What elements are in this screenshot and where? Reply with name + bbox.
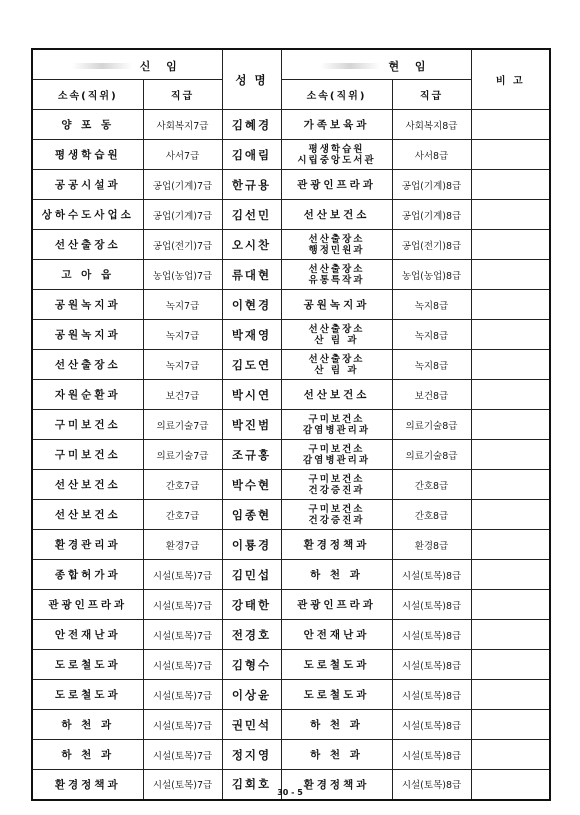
- name-cell: 박재영: [222, 320, 281, 350]
- name-cell: 이룡경: [222, 530, 281, 560]
- current-dept-line2: 감염병관리과: [302, 424, 371, 436]
- name-cell: 김회호: [222, 770, 281, 800]
- new-grade-cell: 의료기술7급: [143, 440, 222, 470]
- new-grade-cell: 농업(농업)7급: [143, 260, 222, 290]
- table-row: [32, 500, 550, 530]
- current-grade-cell: 농업(농업)8급: [392, 260, 471, 290]
- new-dept-cell: 상하수도사업소: [32, 200, 143, 230]
- new-dept-cell: 선산보건소: [32, 470, 143, 500]
- current-dept-cell: 환경정책과: [281, 530, 392, 560]
- name-cell: 김민섭: [222, 560, 281, 590]
- new-dept-cell: 도로철도과: [32, 680, 143, 710]
- current-grade-cell: 시설(토목)8급: [392, 650, 471, 680]
- name-cell: 오시찬: [222, 230, 281, 260]
- table-row: [32, 440, 550, 470]
- remarks-cell: [471, 230, 550, 260]
- new-dept-cell: 환경관리과: [32, 530, 143, 560]
- current-grade-cell: 시설(토목)8급: [392, 740, 471, 770]
- new-dept-cell: 선산출장소: [32, 350, 143, 380]
- current-dept-cell: 도로철도과: [281, 680, 392, 710]
- remarks-cell: [471, 110, 550, 140]
- table-row: [32, 140, 550, 170]
- header-current-post: [281, 49, 471, 80]
- table-row: [32, 620, 550, 650]
- current-dept-cell: 도로철도과: [281, 650, 392, 680]
- current-grade-cell: 시설(토목)8급: [392, 770, 471, 800]
- new-dept-cell: 안전재난과: [32, 620, 143, 650]
- new-dept-cell: 양 포 동: [32, 110, 143, 140]
- faded-mark: [72, 63, 132, 69]
- name-cell: 정지영: [222, 740, 281, 770]
- new-grade-cell: 시설(토목)7급: [143, 620, 222, 650]
- remarks-cell: [471, 740, 550, 770]
- remarks-cell: [471, 170, 550, 200]
- new-dept-cell: 고 아 읍: [32, 260, 143, 290]
- personnel-table: [31, 48, 551, 801]
- header-new-post-label: 신 임: [139, 60, 183, 73]
- header-remarks: 비 고: [471, 49, 550, 110]
- remarks-cell: [471, 350, 550, 380]
- remarks-cell: [471, 530, 550, 560]
- new-dept-cell: 관광인프라과: [32, 590, 143, 620]
- current-grade-cell: 간호8급: [392, 500, 471, 530]
- header-current-post-label: 현 임: [388, 60, 432, 73]
- name-cell: 전경호: [222, 620, 281, 650]
- remarks-cell: [471, 500, 550, 530]
- header-current-dept: 소속(직위): [281, 80, 392, 110]
- current-grade-cell: 시설(토목)8급: [392, 560, 471, 590]
- name-cell: 이상윤: [222, 680, 281, 710]
- new-grade-cell: 시설(토목)7급: [143, 650, 222, 680]
- table-row: [32, 650, 550, 680]
- new-grade-cell: 시설(토목)7급: [143, 740, 222, 770]
- current-dept-cell: 안전재난과: [281, 620, 392, 650]
- name-cell: 임종현: [222, 500, 281, 530]
- new-grade-cell: 시설(토목)7급: [143, 560, 222, 590]
- remarks-cell: [471, 710, 550, 740]
- table-row: [32, 320, 550, 350]
- faded-mark: [320, 63, 380, 69]
- header-new-dept: 소속(직위): [32, 80, 143, 110]
- current-grade-cell: 의료기술8급: [392, 410, 471, 440]
- current-dept-cell: [281, 260, 392, 290]
- current-dept-cell: [281, 350, 392, 380]
- table-row: [32, 560, 550, 590]
- current-dept-line2: 감염병관리과: [302, 454, 371, 466]
- new-grade-cell: 간호7급: [143, 500, 222, 530]
- current-dept-cell: [281, 320, 392, 350]
- new-dept-cell: 도로철도과: [32, 650, 143, 680]
- current-dept-cell: 하 천 과: [281, 710, 392, 740]
- current-dept-line2: 건강증진과: [308, 484, 365, 496]
- current-grade-cell: 공업(기계)8급: [392, 200, 471, 230]
- name-cell: 류대현: [222, 260, 281, 290]
- new-grade-cell: 녹지7급: [143, 290, 222, 320]
- remarks-cell: [471, 560, 550, 590]
- name-cell: 김도연: [222, 350, 281, 380]
- table-row: [32, 380, 550, 410]
- current-dept-cell: 하 천 과: [281, 560, 392, 590]
- remarks-cell: [471, 650, 550, 680]
- page-number: 30 - 5: [277, 788, 303, 797]
- current-dept-line1: 선산출장소: [308, 233, 365, 245]
- new-dept-cell: 환경정책과: [32, 770, 143, 800]
- new-grade-cell: 시설(토목)7급: [143, 710, 222, 740]
- current-grade-cell: 의료기술8급: [392, 440, 471, 470]
- header-new-post: [32, 49, 222, 80]
- new-dept-cell: 공원녹지과: [32, 320, 143, 350]
- new-dept-cell: 공원녹지과: [32, 290, 143, 320]
- new-dept-cell: 자원순환과: [32, 380, 143, 410]
- new-grade-cell: 공업(기계)7급: [143, 170, 222, 200]
- current-grade-cell: 녹지8급: [392, 320, 471, 350]
- remarks-cell: [471, 620, 550, 650]
- current-dept-line1: 선산출장소: [308, 323, 365, 335]
- name-cell: 권민석: [222, 710, 281, 740]
- new-dept-cell: 선산출장소: [32, 230, 143, 260]
- table-row: [32, 710, 550, 740]
- new-grade-cell: 녹지7급: [143, 350, 222, 380]
- remarks-cell: [471, 470, 550, 500]
- remarks-cell: [471, 680, 550, 710]
- current-grade-cell: 녹지8급: [392, 290, 471, 320]
- name-cell: 김선민: [222, 200, 281, 230]
- table-row: [32, 740, 550, 770]
- current-dept-cell: [281, 500, 392, 530]
- new-dept-cell: 평생학습원: [32, 140, 143, 170]
- name-cell: 김애림: [222, 140, 281, 170]
- name-cell: 조규홍: [222, 440, 281, 470]
- new-grade-cell: 시설(토목)7급: [143, 770, 222, 800]
- current-grade-cell: 시설(토목)8급: [392, 620, 471, 650]
- current-dept-cell: [281, 230, 392, 260]
- table-row: [32, 170, 550, 200]
- current-dept-line1: 평생학습원: [308, 143, 365, 155]
- table-row: [32, 110, 550, 140]
- table-row: [32, 530, 550, 560]
- table-row: [32, 200, 550, 230]
- new-grade-cell: 공업(전기)7급: [143, 230, 222, 260]
- new-dept-cell: 구미보건소: [32, 410, 143, 440]
- name-cell: 박시연: [222, 380, 281, 410]
- name-cell: 한규용: [222, 170, 281, 200]
- current-dept-line2: 행정민원과: [308, 244, 365, 256]
- table-row: [32, 260, 550, 290]
- header-name: 성 명: [222, 49, 281, 110]
- name-cell: 이현경: [222, 290, 281, 320]
- table-row: [32, 410, 550, 440]
- new-grade-cell: 의료기술7급: [143, 410, 222, 440]
- new-grade-cell: 공업(기계)7급: [143, 200, 222, 230]
- new-dept-cell: 공공시설과: [32, 170, 143, 200]
- new-dept-cell: 하 천 과: [32, 740, 143, 770]
- name-cell: 박진범: [222, 410, 281, 440]
- current-dept-line1: 구미보건소: [308, 443, 365, 455]
- remarks-cell: [471, 140, 550, 170]
- current-grade-cell: 시설(토목)8급: [392, 710, 471, 740]
- current-dept-cell: 관광인프라과: [281, 590, 392, 620]
- current-grade-cell: 시설(토목)8급: [392, 680, 471, 710]
- remarks-cell: [471, 380, 550, 410]
- name-cell: 김형수: [222, 650, 281, 680]
- table-row: [32, 230, 550, 260]
- current-dept-line1: 구미보건소: [308, 473, 365, 485]
- current-dept-cell: 선산보건소: [281, 200, 392, 230]
- current-dept-cell: 선산보건소: [281, 380, 392, 410]
- current-grade-cell: 사서8급: [392, 140, 471, 170]
- current-dept-cell: [281, 470, 392, 500]
- current-grade-cell: 간호8급: [392, 470, 471, 500]
- table-row: [32, 680, 550, 710]
- new-grade-cell: 녹지7급: [143, 320, 222, 350]
- header-current-grade: 직급: [392, 80, 471, 110]
- table-body: [32, 110, 550, 800]
- new-grade-cell: 사회복지7급: [143, 110, 222, 140]
- current-dept-cell: [281, 140, 392, 170]
- header-new-grade: 직급: [143, 80, 222, 110]
- current-grade-cell: 공업(전기)8급: [392, 230, 471, 260]
- current-dept-line1: 선산출장소: [308, 263, 365, 275]
- new-dept-cell: 선산보건소: [32, 500, 143, 530]
- current-dept-line2: 시립중앙도서관: [297, 154, 376, 166]
- current-dept-line2: 유통특작과: [308, 274, 365, 286]
- remarks-cell: [471, 260, 550, 290]
- name-cell: 박수현: [222, 470, 281, 500]
- current-dept-line2: 건강증진과: [308, 514, 365, 526]
- current-dept-cell: [281, 410, 392, 440]
- remarks-cell: [471, 590, 550, 620]
- current-dept-cell: 공원녹지과: [281, 290, 392, 320]
- remarks-cell: [471, 200, 550, 230]
- current-dept-cell: [281, 440, 392, 470]
- current-dept-line1: 구미보건소: [308, 413, 365, 425]
- new-grade-cell: 사서7급: [143, 140, 222, 170]
- current-grade-cell: 시설(토목)8급: [392, 590, 471, 620]
- new-grade-cell: 간호7급: [143, 470, 222, 500]
- remarks-cell: [471, 440, 550, 470]
- current-dept-line2: 산 림 과: [314, 334, 359, 346]
- new-grade-cell: 시설(토목)7급: [143, 590, 222, 620]
- current-grade-cell: 사회복지8급: [392, 110, 471, 140]
- name-cell: 강태한: [222, 590, 281, 620]
- new-dept-cell: 하 천 과: [32, 710, 143, 740]
- name-cell: 김혜경: [222, 110, 281, 140]
- current-dept-line1: 선산출장소: [308, 353, 365, 365]
- table-row: [32, 590, 550, 620]
- current-grade-cell: 녹지8급: [392, 350, 471, 380]
- new-dept-cell: 구미보건소: [32, 440, 143, 470]
- new-grade-cell: 시설(토목)7급: [143, 680, 222, 710]
- table-row: [32, 470, 550, 500]
- table-row: [32, 350, 550, 380]
- new-dept-cell: 종합허가과: [32, 560, 143, 590]
- new-grade-cell: 환경7급: [143, 530, 222, 560]
- current-dept-cell: 하 천 과: [281, 740, 392, 770]
- current-grade-cell: 보건8급: [392, 380, 471, 410]
- remarks-cell: [471, 320, 550, 350]
- remarks-cell: [471, 410, 550, 440]
- current-dept-cell: 관광인프라과: [281, 170, 392, 200]
- current-grade-cell: 공업(기계)8급: [392, 170, 471, 200]
- table-row: [32, 290, 550, 320]
- current-dept-cell: 환경정책과: [281, 770, 392, 800]
- current-grade-cell: 환경8급: [392, 530, 471, 560]
- current-dept-line2: 산 림 과: [314, 364, 359, 376]
- new-grade-cell: 보건7급: [143, 380, 222, 410]
- remarks-cell: [471, 290, 550, 320]
- current-dept-line1: 구미보건소: [308, 503, 365, 515]
- current-dept-cell: 가족보육과: [281, 110, 392, 140]
